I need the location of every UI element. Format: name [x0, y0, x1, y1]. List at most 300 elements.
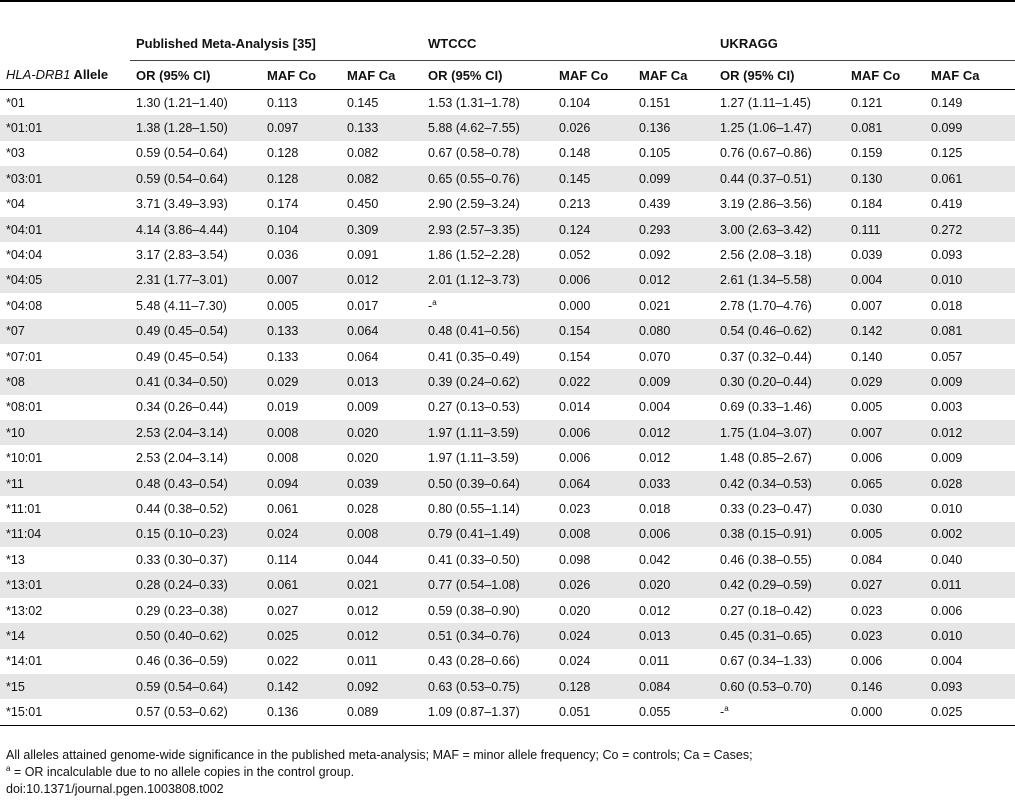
cell-text: 0.30 (0.20–0.44)	[720, 374, 812, 389]
table-cell	[633, 395, 714, 420]
table-cell	[130, 420, 261, 445]
cell-text: 0.025	[931, 705, 963, 720]
cell-text: 0.092	[639, 248, 671, 263]
cell-text: 0.111	[851, 222, 881, 237]
table-row	[0, 623, 1015, 648]
cell-text: *11:01	[6, 501, 42, 516]
table-cell	[925, 115, 1015, 140]
table-cell	[341, 496, 422, 521]
cell-text: 0.124	[559, 222, 591, 237]
table-cell	[422, 598, 553, 623]
cell-text: *07:01	[6, 349, 43, 364]
cell-text: 0.012	[639, 451, 671, 466]
table-cell	[925, 293, 1015, 318]
cell-text: *13:01	[6, 578, 43, 593]
cell-text: 0.093	[931, 248, 963, 263]
table-cell	[341, 522, 422, 547]
table-cell	[633, 623, 714, 648]
cell-text: 0.29 (0.23–0.38)	[136, 603, 228, 618]
table-cell	[261, 471, 341, 496]
cell-text: 0.010	[931, 628, 963, 643]
table-cell	[422, 522, 553, 547]
cell-text: 0.023	[851, 628, 883, 643]
cell-text: 0.011	[931, 578, 962, 593]
table-cell	[925, 242, 1015, 267]
cell-text: 0.024	[559, 654, 591, 669]
cell-text: *08	[6, 374, 25, 389]
cell-text: 0.018	[931, 298, 963, 313]
cell-text: 0.51 (0.34–0.76)	[428, 628, 520, 643]
table-cell	[130, 445, 261, 470]
cell-text: 0.013	[347, 374, 379, 389]
cell-text: 0.005	[851, 527, 883, 542]
cell-text: 0.010	[931, 501, 963, 516]
column-header: MAF Co	[845, 61, 925, 90]
cell-text: 0.021	[347, 578, 379, 593]
doi-text: doi:10.1371/journal.pgen.1003808.t002	[6, 782, 224, 796]
cell-text: 0.070	[639, 349, 671, 364]
cell-text: 0.272	[931, 222, 963, 237]
allele-cell	[0, 344, 130, 369]
cell-text: *15:01	[6, 705, 43, 720]
table-cell	[422, 445, 553, 470]
cell-text: 0.097	[267, 121, 299, 136]
cell-text: *10	[6, 425, 25, 440]
table-cell	[422, 649, 553, 674]
cell-text: 0.48 (0.41–0.56)	[428, 324, 520, 339]
allele-cell	[0, 471, 130, 496]
table-cell	[553, 369, 633, 394]
table-row	[0, 141, 1015, 166]
table-cell	[130, 268, 261, 293]
cell-text: 0.54 (0.46–0.62)	[720, 324, 812, 339]
cell-text: 0.023	[559, 501, 591, 516]
table-row	[0, 90, 1015, 116]
table-cell	[714, 166, 845, 191]
table-cell	[341, 623, 422, 648]
table-cell	[261, 699, 341, 725]
cell-text: 0.184	[851, 197, 883, 212]
table-row	[0, 395, 1015, 420]
column-header-allele	[0, 61, 130, 90]
cell-text: 0.008	[267, 451, 299, 466]
cell-text: 0.128	[267, 146, 299, 161]
table-cell	[130, 90, 261, 116]
table-cell	[341, 699, 422, 725]
table-cell	[845, 623, 925, 648]
table-cell	[422, 242, 553, 267]
cell-text: 0.450	[347, 197, 379, 212]
cell-text: *01:01	[6, 121, 43, 136]
cell-text: 2.56 (2.08–3.18)	[720, 248, 812, 263]
cell-text: 0.026	[559, 121, 591, 136]
cell-text: 0.006	[559, 273, 591, 288]
table-cell	[553, 344, 633, 369]
table-cell	[261, 547, 341, 572]
group-header-blank	[0, 26, 130, 61]
table-cell	[845, 522, 925, 547]
table-cell	[925, 369, 1015, 394]
cell-text: 0.093	[931, 679, 963, 694]
cell-text: *08:01	[6, 400, 43, 415]
table-cell	[925, 547, 1015, 572]
table-cell	[633, 344, 714, 369]
cell-text: 0.38 (0.15–0.91)	[720, 527, 812, 542]
cell-text: 0.77 (0.54–1.08)	[428, 578, 520, 593]
table-cell	[130, 598, 261, 623]
allele-cell	[0, 242, 130, 267]
table-cell	[130, 496, 261, 521]
cell-text: 0.027	[851, 578, 883, 593]
column-header: MAF Co	[261, 61, 341, 90]
table-cell	[422, 420, 553, 445]
group-header-wtccc: WTCCC	[422, 26, 714, 61]
cell-text: 1.38 (1.28–1.50)	[136, 121, 228, 136]
cell-text: 0.59 (0.54–0.64)	[136, 679, 228, 694]
group-header-row	[0, 26, 1015, 61]
table-cell	[633, 420, 714, 445]
cell-text: 0.133	[267, 324, 299, 339]
cell-text: 0.42 (0.29–0.59)	[720, 578, 812, 593]
table-cell	[130, 649, 261, 674]
cell-text: 0.026	[559, 578, 591, 593]
cell-text: 0.057	[931, 349, 963, 364]
table-cell	[925, 344, 1015, 369]
cell-text: 0.036	[267, 248, 299, 263]
cell-text: 0.145	[559, 171, 591, 186]
cell-text: 0.080	[639, 324, 671, 339]
column-header: MAF Co	[553, 61, 633, 90]
table-cell	[925, 699, 1015, 725]
cell-text: 1.09 (0.87–1.37)	[428, 705, 520, 720]
table-cell	[845, 319, 925, 344]
table-cell	[925, 445, 1015, 470]
table-cell	[714, 115, 845, 140]
table-cell	[130, 115, 261, 140]
table-cell	[714, 141, 845, 166]
cell-text: 0.114	[267, 552, 298, 567]
table-cell	[261, 623, 341, 648]
table-notes	[6, 747, 1006, 798]
table-row	[0, 547, 1015, 572]
hla-drb1-allele-table	[0, 26, 1015, 726]
table-cell	[341, 166, 422, 191]
cell-text: 0.309	[347, 222, 379, 237]
table-cell	[341, 90, 422, 116]
cell-text: 0.042	[639, 552, 671, 567]
cell-text: 0.128	[267, 171, 299, 186]
table-cell	[341, 649, 422, 674]
table-row	[0, 445, 1015, 470]
allele-header-label: Allele	[70, 67, 109, 83]
cell-text: 0.159	[851, 146, 883, 161]
table-cell	[261, 674, 341, 699]
table-cell	[130, 293, 261, 318]
cell-text: *03	[6, 146, 25, 161]
cell-text: 0.133	[267, 349, 299, 364]
cell-text: 0.59 (0.54–0.64)	[136, 171, 228, 186]
table-cell	[553, 649, 633, 674]
table-cell	[633, 649, 714, 674]
allele-cell	[0, 674, 130, 699]
cell-text: 0.136	[267, 705, 299, 720]
table-cell	[925, 522, 1015, 547]
table-cell	[714, 420, 845, 445]
table-cell	[553, 192, 633, 217]
cell-text: 0.43 (0.28–0.66)	[428, 654, 520, 669]
table-cell	[633, 547, 714, 572]
cell-text: 0.59 (0.38–0.90)	[428, 603, 520, 618]
cell-text: 0.084	[851, 552, 883, 567]
table-cell	[925, 90, 1015, 116]
table-cell	[422, 293, 553, 318]
cell-text: 0.006	[931, 603, 963, 618]
cell-text: 0.061	[267, 501, 299, 516]
cell-text: 0.128	[559, 679, 591, 694]
table-cell	[261, 192, 341, 217]
table-cell	[714, 192, 845, 217]
table-cell	[422, 141, 553, 166]
table-cell	[341, 268, 422, 293]
cell-text: 0.42 (0.34–0.53)	[720, 476, 812, 491]
table-row	[0, 319, 1015, 344]
cell-text: 0.50 (0.40–0.62)	[136, 628, 228, 643]
table-cell	[422, 268, 553, 293]
cell-text: 0.000	[559, 298, 591, 313]
cell-text: 0.012	[347, 628, 379, 643]
table-cell	[714, 649, 845, 674]
footnote-mark: a	[432, 297, 437, 307]
table-cell	[714, 268, 845, 293]
cell-text: 0.012	[639, 273, 671, 288]
cell-text: 2.53 (2.04–3.14)	[136, 451, 228, 466]
table-cell	[845, 344, 925, 369]
cell-text: 0.028	[347, 501, 379, 516]
table-row	[0, 572, 1015, 597]
table-cell	[845, 598, 925, 623]
allele-cell	[0, 496, 130, 521]
allele-cell	[0, 395, 130, 420]
table-cell	[714, 496, 845, 521]
allele-cell	[0, 623, 130, 648]
table-cell	[845, 90, 925, 116]
cell-text: 0.044	[347, 552, 379, 567]
cell-text: 0.019	[267, 400, 299, 415]
table-cell	[130, 395, 261, 420]
cell-text: 0.030	[851, 501, 883, 516]
cell-text: 1.75 (1.04–3.07)	[720, 425, 812, 440]
cell-text: 0.013	[639, 628, 671, 643]
table-cell	[714, 699, 845, 725]
cell-text: 0.79 (0.41–1.49)	[428, 527, 520, 542]
table-cell	[633, 217, 714, 242]
table-cell	[553, 141, 633, 166]
table-row	[0, 471, 1015, 496]
cell-text: 0.092	[347, 679, 379, 694]
cell-text: 0.105	[639, 146, 671, 161]
allele-cell	[0, 293, 130, 318]
cell-text: *13:02	[6, 603, 43, 618]
cell-text: *14:01	[6, 654, 43, 669]
cell-text: 0.67 (0.58–0.78)	[428, 146, 520, 161]
table-cell	[925, 572, 1015, 597]
allele-cell	[0, 141, 130, 166]
cell-text: 0.140	[851, 349, 883, 364]
table-cell	[714, 547, 845, 572]
table-cell	[845, 115, 925, 140]
cell-text: 0.082	[347, 146, 379, 161]
cell-text: 0.63 (0.53–0.75)	[428, 679, 520, 694]
table-cell	[130, 344, 261, 369]
table-cell	[553, 623, 633, 648]
table-row	[0, 166, 1015, 191]
cell-text: 0.006	[851, 451, 883, 466]
table-cell	[130, 192, 261, 217]
table-cell	[553, 268, 633, 293]
cell-text: 1.48 (0.85–2.67)	[720, 451, 812, 466]
cell-text: *13	[6, 552, 25, 567]
table-cell	[553, 166, 633, 191]
table-cell	[553, 395, 633, 420]
allele-cell	[0, 547, 130, 572]
cell-text: 0.018	[639, 501, 671, 516]
cell-text: -	[428, 298, 433, 313]
allele-cell	[0, 192, 130, 217]
footnote-definitions: All alleles attained genome-wide significance in the published meta-analysis; MAF = minor allele frequency; Co = controls; Ca = Cases;	[6, 748, 753, 762]
table-cell	[633, 141, 714, 166]
table-cell	[633, 445, 714, 470]
table-cell	[633, 166, 714, 191]
cell-text: 0.012	[347, 273, 379, 288]
cell-text: 0.089	[347, 705, 379, 720]
table-cell	[925, 217, 1015, 242]
cell-text: 0.27 (0.18–0.42)	[720, 603, 812, 618]
cell-text: *11	[6, 476, 24, 491]
cell-text: 0.099	[639, 171, 671, 186]
cell-text: 5.88 (4.62–7.55)	[428, 121, 520, 136]
cell-text: 0.125	[931, 146, 963, 161]
cell-text: 1.27 (1.11–1.45)	[720, 95, 811, 110]
cell-text: 3.00 (2.63–3.42)	[720, 222, 812, 237]
cell-text: 0.007	[851, 298, 883, 313]
table-cell	[341, 141, 422, 166]
cell-text: 2.53 (2.04–3.14)	[136, 425, 228, 440]
cell-text: 0.017	[347, 298, 379, 313]
allele-cell	[0, 115, 130, 140]
table-row	[0, 522, 1015, 547]
table-row	[0, 192, 1015, 217]
table-cell	[422, 674, 553, 699]
cell-text: 0.154	[559, 349, 591, 364]
table-row	[0, 699, 1015, 725]
cell-text: *04:05	[6, 273, 43, 288]
table-cell	[553, 572, 633, 597]
cell-text: 0.293	[639, 222, 671, 237]
table-cell	[341, 471, 422, 496]
cell-text: 0.022	[559, 374, 591, 389]
cell-text: 0.145	[347, 95, 379, 110]
cell-text: 0.011	[347, 654, 378, 669]
cell-text: *10:01	[6, 451, 43, 466]
table-cell	[261, 166, 341, 191]
cell-text: 0.76 (0.67–0.86)	[720, 146, 812, 161]
allele-cell	[0, 369, 130, 394]
table-cell	[714, 293, 845, 318]
cell-text: 0.57 (0.53–0.62)	[136, 705, 228, 720]
table-cell	[553, 699, 633, 725]
table-cell	[422, 115, 553, 140]
table-cell	[422, 699, 553, 725]
table-cell	[845, 547, 925, 572]
cell-text: 0.008	[559, 527, 591, 542]
cell-text: 0.69 (0.33–1.46)	[720, 400, 812, 415]
cell-text: 0.051	[559, 705, 591, 720]
table-cell	[341, 572, 422, 597]
footnote-a-text: = OR incalculable due to no allele copies in the control group.	[10, 765, 355, 779]
allele-cell	[0, 522, 130, 547]
cell-text: 0.021	[639, 298, 671, 313]
cell-text: 0.28 (0.24–0.33)	[136, 578, 228, 593]
table-cell	[633, 319, 714, 344]
table-cell	[845, 699, 925, 725]
table-cell	[130, 217, 261, 242]
cell-text: 0.59 (0.54–0.64)	[136, 146, 228, 161]
cell-text: 0.41 (0.35–0.49)	[428, 349, 520, 364]
cell-text: 0.148	[559, 146, 591, 161]
table-row	[0, 674, 1015, 699]
table-cell	[341, 420, 422, 445]
cell-text: *04	[6, 197, 25, 212]
cell-text: 0.029	[851, 374, 883, 389]
table-cell	[633, 242, 714, 267]
table-cell	[553, 90, 633, 116]
table-cell	[261, 242, 341, 267]
cell-text: 0.025	[267, 628, 299, 643]
cell-text: 0.061	[267, 578, 299, 593]
table-cell	[553, 293, 633, 318]
cell-text: 0.055	[639, 705, 671, 720]
footnote-mark: a	[724, 703, 729, 713]
cell-text: 0.052	[559, 248, 591, 263]
table-cell	[341, 192, 422, 217]
cell-text: 0.006	[559, 451, 591, 466]
cell-text: *15	[6, 679, 25, 694]
cell-text: 0.154	[559, 324, 591, 339]
cell-text: 0.004	[851, 273, 883, 288]
cell-text: *07	[6, 324, 25, 339]
cell-text: 0.002	[931, 527, 963, 542]
table-cell	[845, 674, 925, 699]
cell-text: 0.60 (0.53–0.70)	[720, 679, 812, 694]
cell-text: 1.86 (1.52–2.28)	[428, 248, 520, 263]
table-cell	[261, 115, 341, 140]
table-cell	[633, 699, 714, 725]
cell-text: 0.41 (0.34–0.50)	[136, 374, 228, 389]
table-cell	[553, 319, 633, 344]
table-cell	[845, 242, 925, 267]
cell-text: 0.49 (0.45–0.54)	[136, 349, 228, 364]
cell-text: 0.039	[851, 248, 883, 263]
cell-text: 0.44 (0.37–0.51)	[720, 171, 812, 186]
table-row	[0, 242, 1015, 267]
cell-text: 0.081	[931, 324, 963, 339]
table-cell	[925, 674, 1015, 699]
table-cell	[261, 90, 341, 116]
table-cell	[422, 572, 553, 597]
cell-text: 0.006	[559, 425, 591, 440]
cell-text: 0.67 (0.34–1.33)	[720, 654, 812, 669]
cell-text: 0.007	[267, 273, 299, 288]
